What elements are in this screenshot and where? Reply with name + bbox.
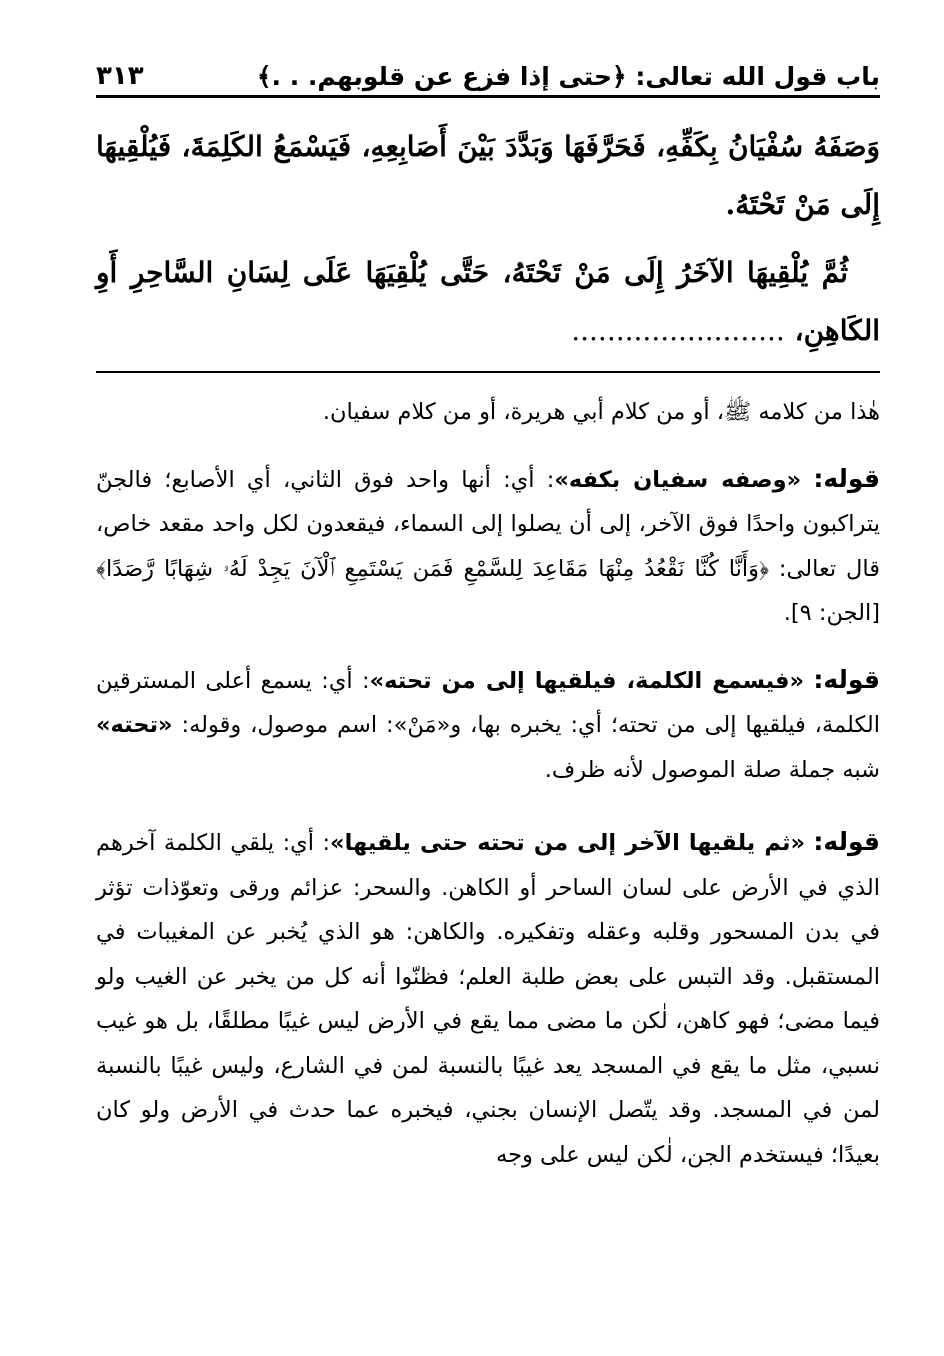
running-header	[96, 48, 880, 98]
paragraph-body: : أي: يسمع أعلى المسترقين الكلمة، فيلقيها إلى من تحته؛ أي: يخبره بها، و«مَنْ»: اسم موصول، وقوله:	[96, 667, 880, 738]
commentary-paragraph-2	[96, 457, 880, 636]
paragraph-body-end: شبه جملة صلة الموصول لأنه ظرف.	[544, 756, 880, 783]
paragraph-body: : أي: يلقي الكلمة آخرهم الذي في الأرض على لسان الساحر أو الكاهن. والسحر: عزائم ورقى وتعوّذات تؤثر في بدن المسحور وقلبه وعقله وتفكيره. والكاهن: هو الذي يُخبر عن المغيبات في المستقبل. وقد التبس على بعض طلبة العلم؛ فظنّوا أنه كل من يخبر عن الغيب ولو فيما مضى؛ فهو كاهن، لٰكن ما مضى مما يقع في الأرض ليس غيبًا مطلقًا، بل هو غيب نسبي، مثل ما يقع في المسجد يعد غيبًا بالنسبة لمن في الشارع، وليس غيبًا بالنسبة لمن في المسجد. وقد يتّصل الإنسان بجني، فيخبره عما حدث في الأرض ولو كان بعيدًا؛ فيستخدم الجن، لٰكن ليس على وجه	[96, 830, 880, 1168]
quoted-phrase: «ثم يلقيها الآخر إلى من تحته حتى يلقيها»	[330, 830, 805, 856]
commentary	[96, 390, 880, 1177]
section-divider	[96, 371, 880, 373]
hadith-text	[96, 118, 880, 370]
hadith-line-2	[96, 244, 880, 360]
ellipsis-dots: ........................	[571, 314, 785, 347]
chapter-title: باب قول الله تعالى: ﴿حتى إذا فزع عن قلوبهم. . .﴾	[256, 62, 880, 91]
paragraph-lead: قوله:	[813, 664, 880, 694]
paragraph-body: : أي: أنها واحد فوق الثاني، أي الأصابع؛ فالجنّ يتراكبون واحدًا فوق الآخر، إلى أن يصلوا إلى السماء، فيقعدون لكل واحد مقعد خاص، قال تعالى: ﴿وَأَنَّا كُنَّا نَقْعُدُ مِنْهَا مَقَاعِدَ لِلسَّمْعِ فَمَن يَسْتَمِعِ ٱلْآنَ يَجِدْ لَهُۥ شِهَابًا رَّصَدًا﴾ [الجن: ٩].	[96, 466, 880, 626]
commentary-paragraph-4	[96, 820, 880, 1177]
paragraph-lead: قوله:	[813, 463, 880, 493]
hadith-line-1: وَصَفَهُ سُفْيَانُ بِكَفِّهِ، فَحَرَّفَهَا وَبَدَّدَ بَيْنَ أَصَابِعِهِ، فَيَسْمَعُ الكَلِمَةَ، فَيُلْقِيهَا إِلَى مَنْ تَحْتَهُ.	[96, 130, 880, 221]
quoted-phrase: «وصفه سفيان بكفه»	[554, 466, 802, 493]
quoted-phrase: «فيسمع الكلمة، فيلقيها إلى من تحته»	[369, 667, 805, 694]
commentary-paragraph-3	[96, 658, 880, 793]
commentary-paragraph-1: هٰذا من كلامه ﷺ، أو من كلام أبي هريرة، أو من كلام سفيان.	[322, 399, 880, 425]
hadith-line-2-text: ثُمَّ يُلْقِيهَا الآخَرُ إِلَى مَنْ تَحْتَهُ، حَتَّى يُلْقِيَهَا عَلَى لِسَانِ السَّاحِرِ أَوِ الكَاهِنِ،	[96, 256, 880, 347]
quoted-word: «تحته»	[96, 712, 173, 738]
page-number: ٣١٣	[96, 61, 144, 91]
paragraph-lead: قوله:	[813, 827, 880, 856]
